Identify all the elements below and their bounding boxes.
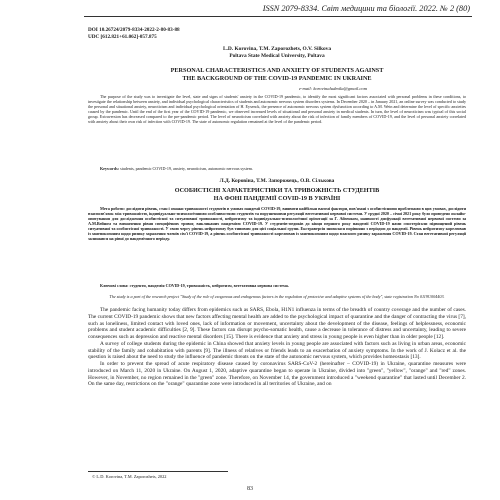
body-paragraph: The pandemic facing humanity today differs from epidemics such as SARS, Ebola, H1N1 influenza in terms of the breadth of country coverage and the number of cases. The current COVID-19 pandemic shows that new factors affecting mental health are added to the psychological impact of quarantine and the danger of contracting the virus [7], such as loneliness, limited contact with loved ones, lack of information or movement, uncertainty about the development of the disease, feelings of helplessness, economic problems and student academic difficulties [2, 9]. These factors can disrupt psycho-somatic health, cause a decrease in tolerance of distress and uncertainty, leading to severe consequences such as depression and reactive mental disorders [15]. There is evidence that anxiety and stress in young people is even higher than in older people [12].: [88, 307, 466, 340]
title-en-line2: THE BACKGROUND OF THE COVID-19 PANDEMIC IN UKRAINE: [182, 74, 372, 82]
abstract-en: The purpose of the study was to investigate the level, state and signs of students' anxiety in the COVID-19 pandemic, to identify the most significant factors associated with personal problems in these conditions, to investigate the relationship between anxiety, and individual psychological characteristics of students and autonomic nervous system disorders systems. In December 2020 – in January 2021, an online survey was conducted to study the personal and situational anxiety, neuroticism and individual psychological orientation of H. Eysenck, the presence of autonomic nervous system dysfunction according to A.M. Wein and determine the level of specific anxieties caused by the pandemic. Until the end of the first year of the COVID-19 pandemic, we observed increased levels of situational and personal anxiety in medical students. In turn, the level of neuroticism was typical of this social group. Extraversion has decreased compared to the pre-pandemic period. The level of neuroticism correlated with anxiety about the risk of infection of family members of COVID-19, and the level of personal anxiety correlated with anxiety about their own risk of infection with COVID-19. The state of autonomic regulation remained at the level of the pandemic period.: [88, 94, 466, 125]
author-email: e-mail: korovinaludmila@gmail.com: [298, 86, 368, 91]
body-paragraph: In order to prevent the spread of acute respiratory disease caused by coronavirus SARS-CoV-2 (hereinafter – COVID-19) in Ukraine, quarantine measures were introduced on March 11, 2020 in Ukraine. On August 1, 2020, adaptive quarantine began to operate in Ukraine, divided into "green", "yellow", "orange" and "red" zones. However, in November, no region remained in the "green" zone. Therefore, on November 14, the government introduced a "weekend quarantine" that lasted until December 2. On the same day, restrictions on the "orange" quarantine zone were introduced in all territories of Ukraine, and on: [88, 361, 466, 388]
author-names-en: L.D. Korovina, T.M. Zaporozhets, O.V. Silkova: [222, 46, 332, 52]
copyright-notice: © L.D. Korovina, T.M. Zaporozhets, 2022: [92, 474, 167, 479]
keywords-en-text: students, pandemic COVID-19, anxiety, neuroticism, autonomic nervous system.: [120, 166, 253, 171]
affiliation-en: Poltava State Medical University, Poltava: [229, 52, 325, 59]
funding-note: The study is a part of the research project "Study of the role of exogenous and endogenous factors in the regulation of protective and adaptive systems of the body", state registration No 0119U004403.: [109, 294, 445, 299]
doi: DOI 10.26724/2079-8334-2022-2-80-83-88: [88, 27, 180, 33]
title-ua-line1: ОСОБИСТІСНІ ХАРАКТЕРИСТИКИ ТА ТРИВОЖНІСТЬ СТУДЕНТІВ: [174, 187, 380, 194]
authors-en: [88, 46, 466, 60]
page-number: 83: [247, 486, 253, 492]
article-identifiers: [88, 27, 180, 41]
journal-header: ISSN 2079-8334. Світ медицини та біології. 2022. № 2 (80): [262, 4, 470, 13]
udc: UDC [612.821+61.062]-057.875: [88, 34, 157, 40]
keywords-ua: Ключові слова: студенти, пандемія COVID-19, тривожність, нейротизм, вегетативна нервова система.: [100, 283, 289, 288]
abstract-ua: Мета роботи: дослідити рівень, стан і ознаки тривожності студентів в умовах пандемії COVID-19, виявити найбільш вагомі фактори, пов'язані з особистісними проблемами в цих умовах, дослідити взаємозв'язок між тривожністю, індивідуально-психологічними особливостями студентів та порушеннями регуляції вегетативної нервової системи. У грудні 2020 – січні 2021 року було проведено онлайн-опитування для дослідження особистісної та ситуативної тривожності, нейротизму та індивідуально-психологічної орієнтації за Г. Айзенком, наявності дисфункції вегетативної нервової системи за А.М.Вейном та визначення рівня специфічних тривог, викликаних пандемією COVID-19. У студентів-медиків до кінця першого року пандемії COVID-19 нами спостерігали підвищений рівень ситуативної та особистісної тривожності. У свою чергу рівень нейротизму був типовим для цієї соціальної групи. Екстраверсія знизилася порівняно з періодом до пандемії. Рівень нейротизму корелював із занепокоєнням щодо ризику зараження членів сім'ї COVID-19, а рівень особистісної тривожності корелював із занепокоєнням щодо власного ризику зараження COVID-19. Стан вегетативної регуляції залишався на рівні до пандемічного періоду.: [88, 206, 466, 241]
title-ua-line2: НА ФОНІ ПАНДЕМІЇ COVID-19 В УКРАЇНІ: [213, 194, 341, 202]
keywords-en: [88, 166, 466, 171]
title-en-line1: PERSONAL CHARACTERISTICS AND ANXIETY OF STUDENTS AGAINST: [170, 67, 384, 74]
article-body: [88, 307, 466, 388]
article-title-ua: [88, 187, 466, 203]
header-rule: [84, 16, 472, 17]
keywords-en-label: Keywords:: [100, 166, 120, 171]
article-title-en: [88, 67, 466, 83]
authors-ua: Л.Д. Коровіна, Т.М. Запорожець, О.В. Сількова: [219, 178, 335, 184]
body-paragraph: A survey of college students during the epidemic in China showed that anxiety levels in young people are associated with factors such as living in urban areas, economic stability of the family and cohabitation with parents [9]. The illness of relatives or friends leads to an exacerbation of anxiety symptoms. In the work of J. Kolacz et al. the question is raised about the need to study the influence of pandemic threats on the state of the autonomic nervous system, which provides homeostasis [13].: [88, 340, 466, 361]
footnote-rule: [88, 471, 228, 472]
